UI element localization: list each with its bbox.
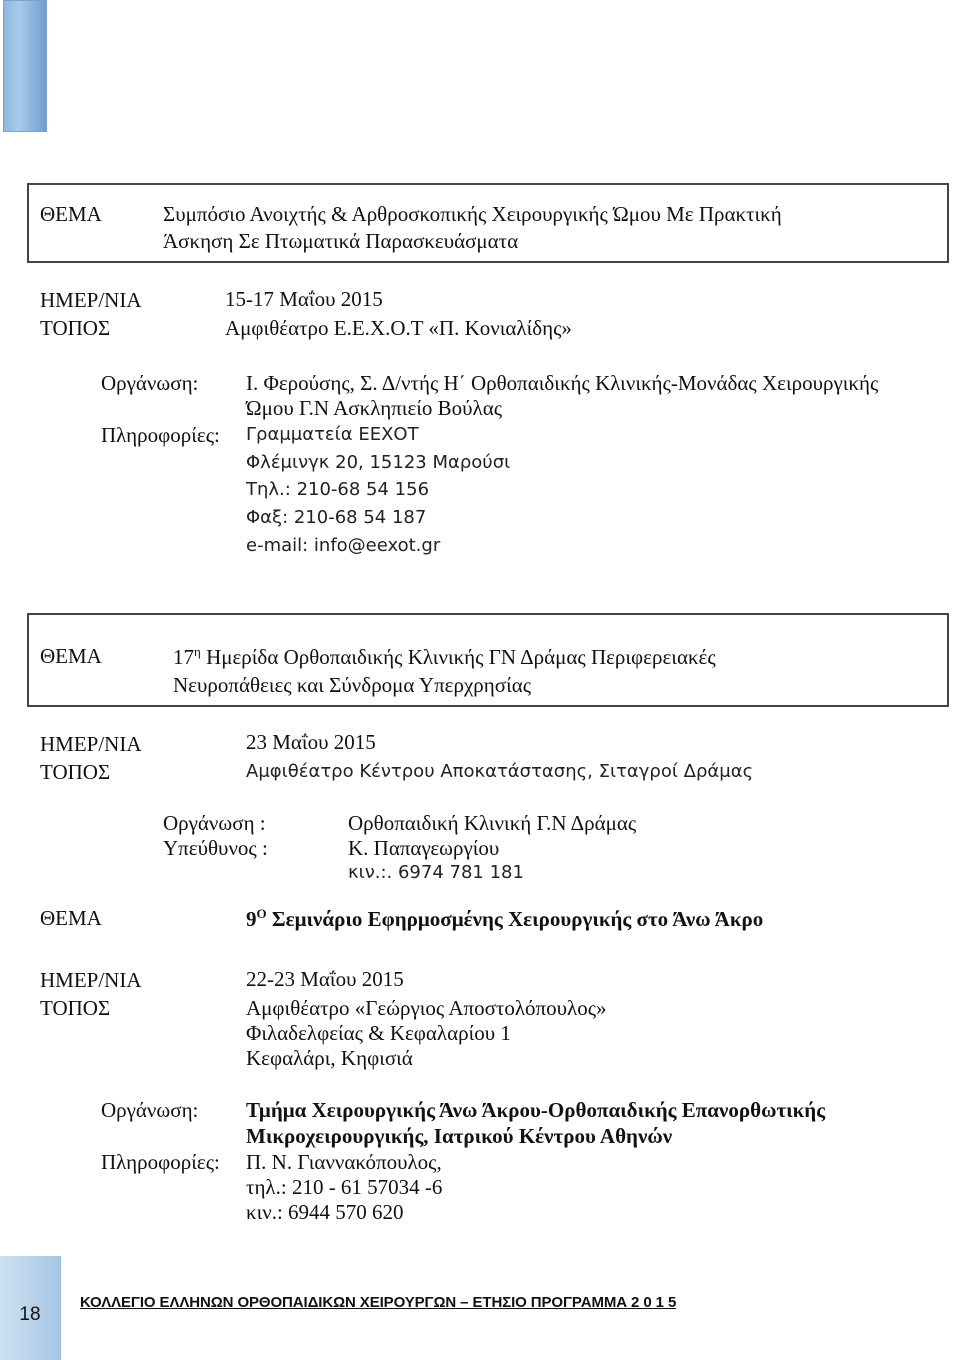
event2-resp-label: Υπεύθυνος : bbox=[163, 836, 268, 860]
event2-place-label: ΤΟΠΟΣ bbox=[40, 760, 111, 784]
footer-title: ΚΟΛΛΕΓΙΟ ΕΛΛΗΝΩΝ ΟΡΘΟΠΑΙΔΙΚΩΝ ΧΕΙΡΟΥΡΓΩΝ – ΕΤΗΣΙΟ ΠΡΟΓΡΑΜΜΑ 2 0 1 5 bbox=[80, 1294, 677, 1311]
event2-resp: Κ. Παπαγεωργίου bbox=[348, 836, 500, 860]
event1-org-line1: Ι. Φερούσης, Σ. Δ/ντής Η΄ Ορθοπαιδικής Κλινικής-Μονάδας Χειρουργικής bbox=[246, 371, 879, 395]
event2-org-label: Οργάνωση : bbox=[163, 811, 266, 835]
event1-theme-line1: Συμπόσιο Ανοιχτής & Αρθροσκοπικής Χειρουργικής Ώμου Με Πρακτική bbox=[163, 202, 782, 226]
event2-theme-ordinal: η bbox=[194, 644, 201, 659]
event3-info-line2: τηλ.: 210 - 61 57034 -6 bbox=[246, 1175, 443, 1199]
event3-org-line2: Μικροχειρουργικής, Ιατρικού Κέντρου Αθηνών bbox=[246, 1124, 673, 1148]
event1-info-line2: Φλέμινγκ 20, 15123 Μαρούσι bbox=[246, 452, 511, 473]
event3-date: 22-23 Μαΐου 2015 bbox=[246, 967, 404, 991]
event3-theme bbox=[246, 906, 763, 932]
page-number: 18 bbox=[19, 1304, 41, 1325]
event3-date-label: ΗΜΕΡ/ΝΙΑ bbox=[40, 968, 142, 992]
event3-info-label: Πληροφορίες: bbox=[101, 1150, 220, 1174]
event1-place: Αμφιθέατρο Ε.Ε.Χ.Ο.Τ «Π. Κονιαλίδης» bbox=[225, 316, 572, 340]
event1-theme-label: ΘΕΜΑ bbox=[40, 202, 102, 226]
header-decoration bbox=[3, 0, 47, 132]
event2-place: Αμφιθέατρο Κέντρου Αποκατάστασης, Σιταγροί Δράμας bbox=[246, 761, 754, 782]
event3-theme-text: Σεμινάριο Εφηρμοσμένης Χειρουργικής στο Άνω Άκρο bbox=[271, 907, 764, 931]
event2-theme-line2: Νευροπάθειες και Σύνδρομα Υπερχρησίας bbox=[173, 673, 532, 697]
event1-place-label: ΤΟΠΟΣ bbox=[40, 316, 111, 340]
event1-info-line4: Φαξ: 210-68 54 187 bbox=[246, 507, 427, 528]
event1-date-label: ΗΜΕΡ/ΝΙΑ bbox=[40, 288, 142, 312]
event2-theme-line1 bbox=[173, 644, 716, 670]
event1-info-label: Πληροφορίες: bbox=[101, 423, 220, 447]
event2-date-label: ΗΜΕΡ/ΝΙΑ bbox=[40, 732, 142, 756]
event1-org-line2: Ώμου Γ.Ν Ασκληπιείο Βούλας bbox=[246, 396, 503, 420]
event1-date: 15-17 Μαΐου 2015 bbox=[225, 287, 383, 311]
event1-theme-line2: Άσκηση Σε Πτωματικά Παρασκευάσματα bbox=[163, 229, 519, 253]
event3-org-label: Οργάνωση: bbox=[101, 1098, 199, 1122]
event3-info-line3: κιν.: 6944 570 620 bbox=[246, 1200, 404, 1224]
event1-info-line3: Τηλ.: 210-68 54 156 bbox=[246, 479, 430, 500]
event2-theme-text: Ημερίδα Ορθοπαιδικής Κλινικής ΓΝ Δράμας Περιφερειακές bbox=[206, 645, 716, 669]
event3-theme-number: 9 bbox=[246, 907, 257, 931]
event1-email: e-mail: info@eexot.gr bbox=[246, 535, 441, 556]
event2-mobile: κιν.:. 6974 781 181 bbox=[348, 862, 524, 883]
page-number-tab bbox=[0, 1256, 61, 1360]
event3-place-label: ΤΟΠΟΣ bbox=[40, 996, 111, 1020]
event3-theme-label: ΘΕΜΑ bbox=[40, 906, 102, 930]
event2-date: 23 Μαΐου 2015 bbox=[246, 730, 376, 754]
event3-place-line1: Αμφιθέατρο «Γεώργιος Αποστολόπουλος» bbox=[246, 996, 607, 1020]
event1-info-line1: Γραμματεία ΕΕΧΟΤ bbox=[246, 424, 419, 445]
event3-theme-ordinal: Ο bbox=[256, 906, 267, 921]
event3-place-line2: Φιλαδελφείας & Κεφαλαρίου 1 bbox=[246, 1021, 511, 1045]
event2-org: Ορθοπαιδική Κλινική Γ.Ν Δράμας bbox=[348, 811, 637, 835]
event3-org-line1: Τμήμα Χειρουργικής Άνω Άκρου-Ορθοπαιδικής Επανορθωτικής bbox=[246, 1098, 826, 1122]
event3-place-line3: Κεφαλάρι, Κηφισιά bbox=[246, 1046, 413, 1070]
event3-info-line1: Π. Ν. Γιαννακόπουλος, bbox=[246, 1150, 442, 1174]
event2-theme-number: 17 bbox=[173, 645, 194, 669]
event1-org-label: Οργάνωση: bbox=[101, 371, 199, 395]
event2-theme-label: ΘΕΜΑ bbox=[40, 644, 102, 668]
